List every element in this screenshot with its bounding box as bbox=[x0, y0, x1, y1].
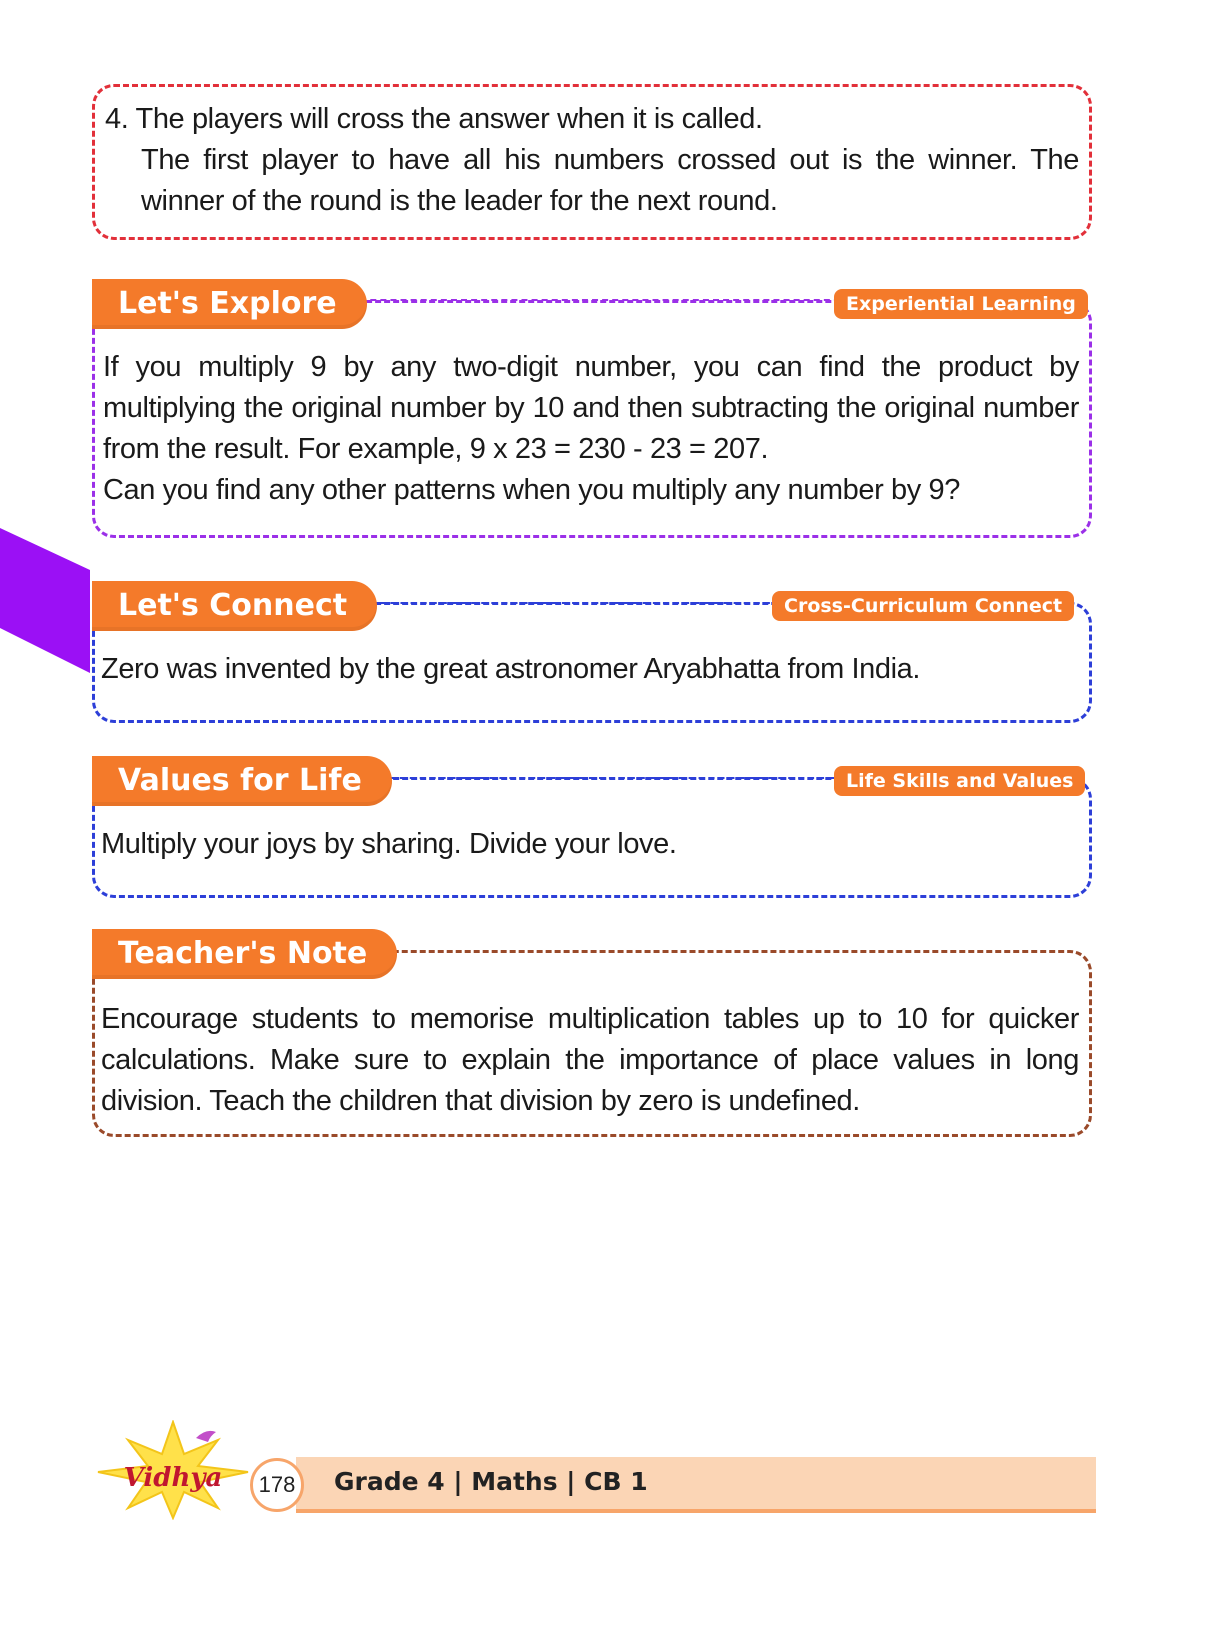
explore-title: Let's Explore bbox=[92, 279, 367, 329]
explore-box bbox=[92, 300, 1092, 538]
logo-text: Vidhya bbox=[123, 1463, 223, 1493]
footer-accent-line bbox=[296, 1509, 1096, 1513]
connect-badge: Cross-Curriculum Connect bbox=[772, 591, 1074, 621]
values-text: Multiply your joys by sharing. Divide your love. bbox=[101, 828, 677, 860]
explore-badge: Experiential Learning bbox=[834, 289, 1088, 319]
step4-box bbox=[92, 84, 1092, 240]
step4-line2: The first player to have all his numbers crossed out is the winner. The winner of the round is the leader for the next round. bbox=[141, 144, 1079, 217]
values-dashline bbox=[350, 777, 844, 779]
explore-question: Can you find any other patterns when you multiply any number by 9? bbox=[103, 474, 960, 506]
connect-text: Zero was invented by the great astronomer Aryabhatta from India. bbox=[101, 653, 921, 685]
teacher-title: Teacher's Note bbox=[92, 929, 397, 979]
explore-dashline bbox=[330, 299, 850, 301]
step4-line1: 4. The players will cross the answer when it is called. bbox=[105, 103, 763, 135]
page-number: 178 bbox=[250, 1458, 304, 1512]
values-badge: Life Skills and Values bbox=[834, 766, 1085, 796]
connect-title: Let's Connect bbox=[92, 581, 377, 631]
teacher-text: Encourage students to memorise multiplication tables up to 10 for quicker calculations. Make sure to explain the importance of place values in long division. Teach the children that division by zero is undefined. bbox=[101, 1003, 1079, 1117]
vidhya-logo bbox=[88, 1420, 258, 1520]
purple-side-wedge bbox=[0, 528, 90, 673]
footer-grade-text: Grade 4 | Maths | CB 1 bbox=[334, 1467, 648, 1496]
connect-dashline bbox=[350, 602, 780, 604]
explore-paragraph: If you multiply 9 by any two-digit number, you can find the product by multiplying the original number by 10 and then subtracting the original number from the result. For example, 9 x 23 = 230 - 23 = 207. bbox=[103, 351, 1079, 465]
values-title: Values for Life bbox=[92, 756, 392, 806]
